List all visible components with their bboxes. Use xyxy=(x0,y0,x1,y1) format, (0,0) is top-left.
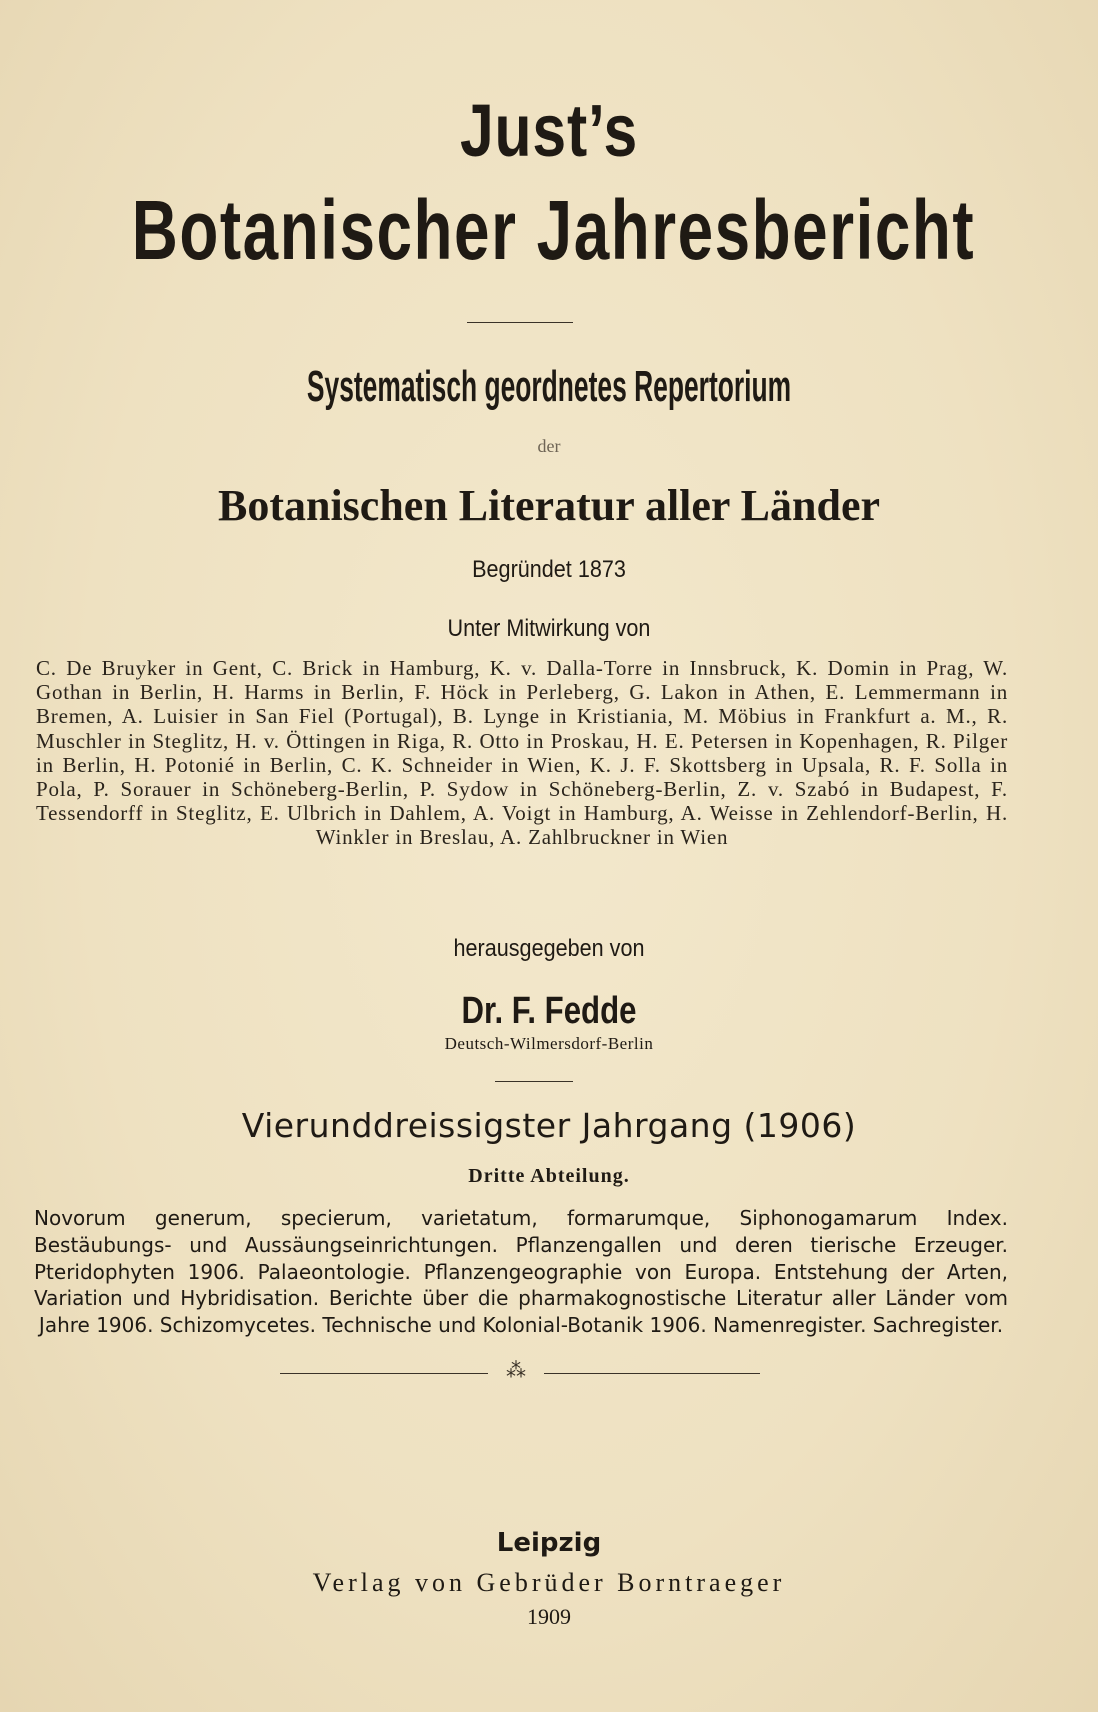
imprint-city: Leipzig xyxy=(496,1528,602,1558)
founded-note: Begründet 1873 xyxy=(472,556,626,583)
der-text: der xyxy=(537,436,561,456)
ornament-icon: ⁂ xyxy=(506,1358,526,1382)
ornament-rule-left xyxy=(280,1373,488,1374)
ornament-rule-right xyxy=(544,1373,760,1374)
title-line-1: Just’s xyxy=(459,89,639,172)
divider-rule xyxy=(495,1081,573,1082)
part-title: Dritte Abteilung. xyxy=(468,1165,630,1187)
title-line-2: Botanischer Jahresbericht xyxy=(131,183,976,277)
editor-label: herausgegeben von xyxy=(453,935,645,962)
contents-list: Novorum generum, specierum, varietatum, formarumque, Siphonogamarum Index. Bestäubungs- und Aussäungseinrichtungen. Pflanzengallen und deren tierische Erzeuger. Pteridophyten 1906. Palaeontologie. Pflanzengeographie von Europa. Entstehung der Arten, Variation und Hybridisation. Berichte über die pharmakognostische Literatur aller Länder vom Jahre 1906. Schizomycetes. Technische und Kolonial-Botanik 1906. Namenregister. Sachregister. xyxy=(34,1206,1008,1338)
subtitle: Systematisch geordnetes Repertorium xyxy=(306,362,792,411)
contributors-list: C. De Bruyker in Gent, C. Brick in Hamburg, K. v. Dalla-Torre in Innsbruck, K. Domin in Prag, W. Gothan in Berlin, H. Harms in Berlin, F. Höck in Perleberg, G. Lakon in Athen, E. Lemmermann in Bremen, A. Luisier in San Fiel (Portugal), B. Lynge in Kristiania, M. Möbius in Frankfurt a. M., R. Muschler in Steglitz, H. v. Öttingen in Riga, R. Otto in Proskau, H. E. Petersen in Kopenhagen, R. Pilger in Berlin, H. Potonié in Berlin, C. K. Schneider in Wien, K. J. F. Skottsberg in Upsala, R. F. Solla in Pola, P. Sorauer in Schöneberg-Berlin, P. Sydow in Schöneberg-Berlin, Z. v. Szabó in Budapest, F. Tessendorff in Steglitz, E. Ulbrich in Dahlem, A. Voigt in Hamburg, A. Weisse in Zehlendorf-Berlin, H. Winkler in Breslau, A. Zahlbruckner in Wien xyxy=(36,656,1008,850)
imprint-year: 1909 xyxy=(527,1604,571,1629)
collaboration-label: Unter Mitwirkung von xyxy=(447,615,651,642)
volume-title: Vierunddreissigster Jahrgang (1906) xyxy=(241,1106,857,1145)
imprint-publisher: Verlag von Gebrüder Borntraeger xyxy=(312,1568,786,1597)
editor-location: Deutsch-Wilmersdorf-Berlin xyxy=(444,1034,654,1053)
editor-name: Dr. F. Fedde xyxy=(461,990,637,1032)
literature-heading: Botanischen Literatur aller Länder xyxy=(217,481,881,530)
divider-rule xyxy=(467,322,573,323)
